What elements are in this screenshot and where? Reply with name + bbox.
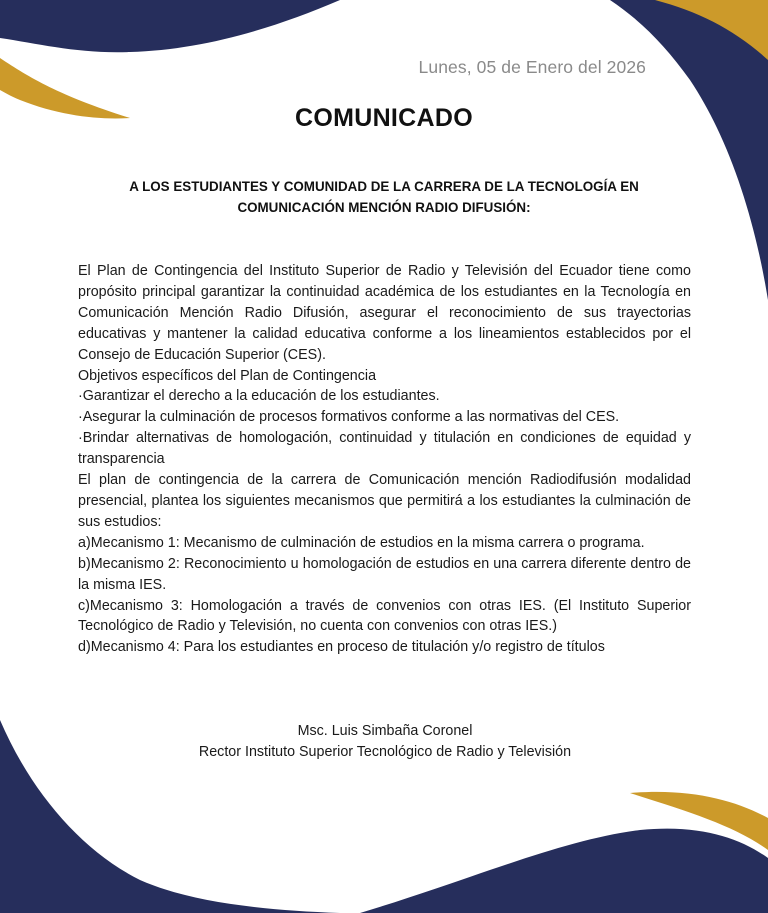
objective-item: ·Asegurar la culminación de procesos formativos conforme a las normativas del CES. <box>78 409 620 426</box>
mechanism-item: b)Mecanismo 2: Reconocimiento u homologación de estudios en una carrera diferente dentro de la misma IES. <box>78 555 691 593</box>
objectives-heading: Objetivos específicos del Plan de Contingencia <box>78 367 377 384</box>
mechanism-item: a)Mecanismo 1: Mecanismo de culminación de estudios en la misma carrera o programa. <box>78 534 645 551</box>
plan-paragraph: El plan de contingencia de la carrera de Comunicación mención Radiodifusión modalidad presencial, plantea los siguientes mecanismos que permitirá a los estudiantes la culminación de sus estudios: <box>78 472 691 530</box>
bottom-right-navy-wave <box>360 829 768 913</box>
page-title: COMUNICADO <box>295 104 473 132</box>
top-right-navy-wave <box>610 0 768 300</box>
mechanism-item: d)Mecanismo 4: Para los estudiantes en proceso de titulación y/o registro de títulos <box>78 639 605 656</box>
communique-body <box>78 261 691 658</box>
communique-date: Lunes, 05 de Enero del 2026 <box>418 57 646 77</box>
addressee-line-1: A LOS ESTUDIANTES Y COMUNIDAD DE LA CARRERA DE LA TECNOLOGÍA EN <box>129 179 639 194</box>
signatory-role: Rector Instituto Superior Tecnológico de Radio y Televisión <box>198 744 572 760</box>
addressee-heading <box>110 177 658 218</box>
mechanism-item: c)Mecanismo 3: Homologación a través de convenios con otras IES. (El Instituto Superior Tecnológico de Radio y Televisión, no cuenta con convenios con otras IES.) <box>78 597 691 635</box>
signature-block <box>0 721 768 763</box>
intro-paragraph: El Plan de Contingencia del Instituto Superior de Radio y Televisión del Ecuador tiene como propósito principal garantizar la continuidad académica de los estudiantes en la Tecnología en Comunicación Mención Radio Difusión, asegurar el reconocimiento de sus trayectorias educativas y mantener la calidad educativa conforme a los lineamientos establecidos por el Consejo de Educación Superior (CES). <box>78 263 691 363</box>
signatory-name: Msc. Luis Simbaña Coronel <box>297 723 473 739</box>
top-left-navy-wave <box>0 0 340 52</box>
addressee-line-2: COMUNICACIÓN MENCIÓN RADIO DIFUSIÓN: <box>237 199 531 215</box>
objective-item: ·Garantizar el derecho a la educación de los estudiantes. <box>78 388 440 405</box>
objective-item: ·Brindar alternativas de homologación, continuidad y titulación en condiciones de equidad y transparencia <box>78 430 691 468</box>
